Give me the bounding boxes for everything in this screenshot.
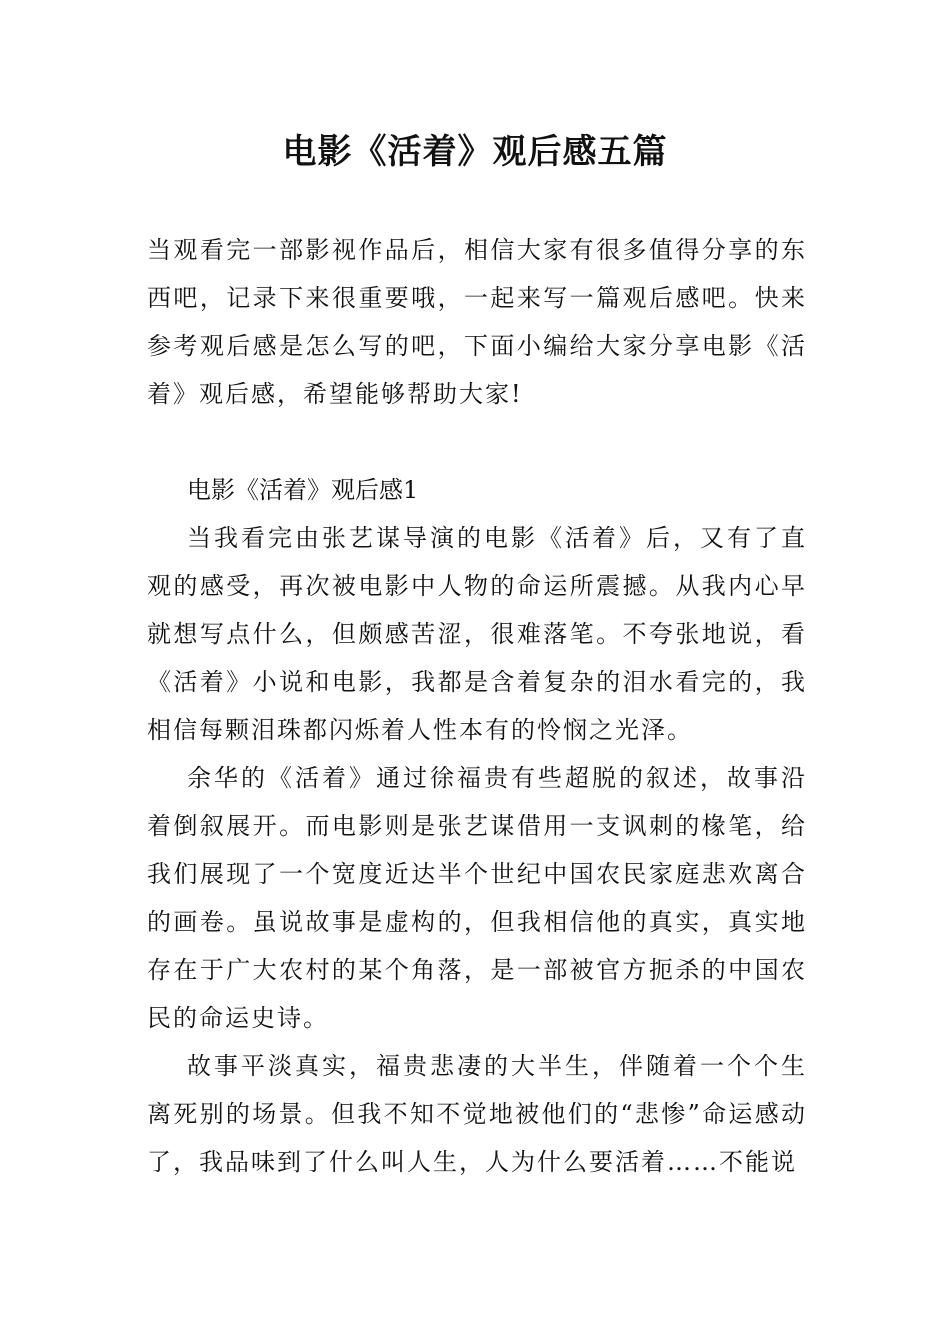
body-paragraph-2: 余华的《活着》通过徐福贵有些超脱的叙述，故事沿着倒叙展开。而电影则是张艺谋借用一支讽刺的椽笔，给我们展现了一个宽度近达半个世纪中国农民家庭悲欢离合的画卷。虽说故事是虚构的，但我相信他的真实，真实地存在于广大农村的某个角落，是一部被官方扼杀的中国农民的命运史诗。 bbox=[147, 764, 807, 1032]
body-paragraph-1: 当我看完由张艺谋导演的电影《活着》后，又有了直观的感受，再次被电影中人物的命运所震撼。从我内心早就想写点什么，但颇感苦涩，很难落笔。不夸张地说，看《活着》小说和电影，我都是含着复杂的泪水看完的，我相信每颗泪珠都闪烁着人性本有的怜悯之光泽。 bbox=[147, 524, 807, 744]
body-paragraph-3: 故事平淡真实，福贵悲凄的大半生，伴随着一个个生离死别的场景。但我不知不觉地被他们的“悲惨”命运感动了，我品味到了什么叫人生，人为什么要活着……不能说 bbox=[147, 1052, 807, 1176]
document-title: 电影《活着》观后感五篇 bbox=[282, 132, 668, 172]
section-heading: 电影《活着》观后感1 bbox=[187, 476, 419, 504]
paragraph-gap bbox=[147, 418, 807, 466]
intro-paragraph: 当观看完一部影视作品后，相信大家有很多值得分享的东西吧，记录下来很重要哦，一起来写一篇观后感吧。快来参考观后感是怎么写的吧，下面小编给大家分享电影《活着》观后感，希望能够帮助大家! bbox=[147, 236, 807, 408]
document-body bbox=[147, 226, 807, 1186]
